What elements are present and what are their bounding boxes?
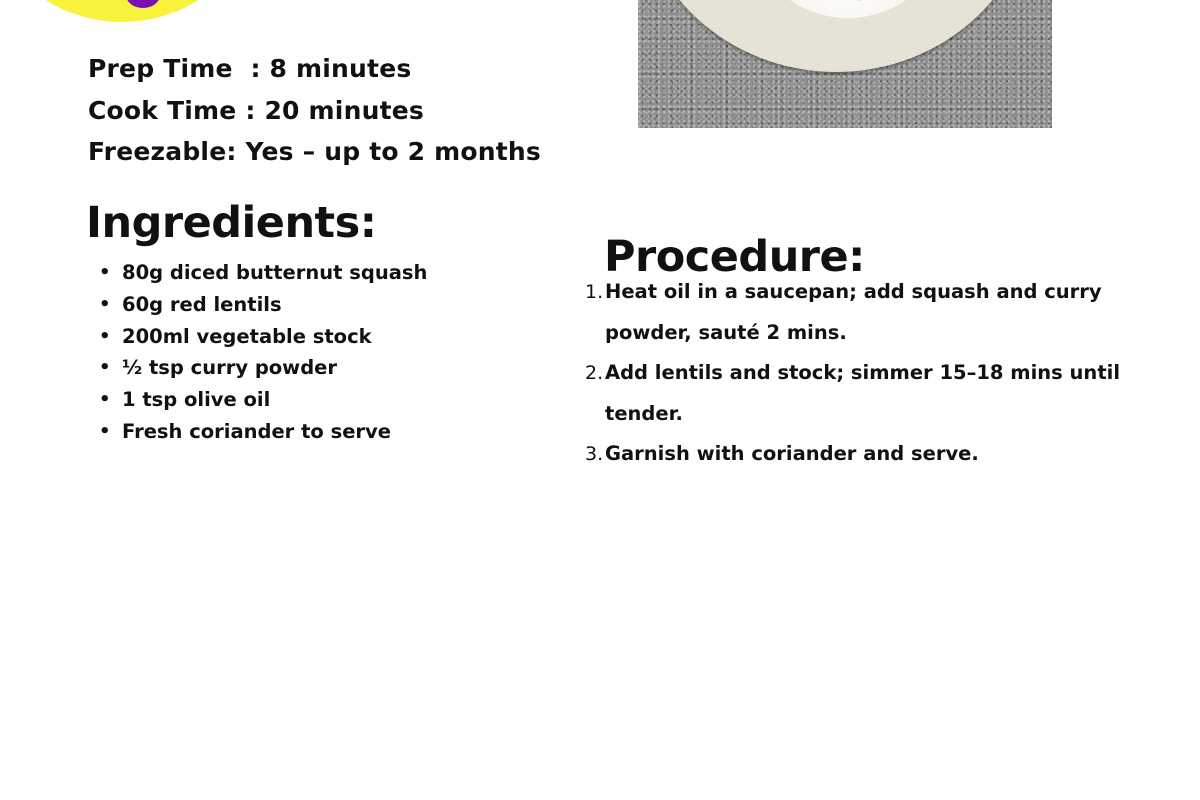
bullet-icon: • (99, 357, 111, 379)
ingredient-text: 80g diced butternut squash (122, 261, 428, 284)
ingredient-item (99, 416, 562, 448)
bullet-icon: • (99, 325, 111, 347)
dish-photo (638, 0, 1052, 128)
step-number: 3. (585, 443, 604, 465)
ingredient-item (99, 257, 562, 289)
ingredient-item (99, 321, 562, 353)
procedure-heading: Procedure: (604, 232, 865, 282)
step-number: 1. (585, 281, 604, 303)
procedure-list (585, 272, 1175, 475)
ingredient-item (99, 289, 562, 321)
cook-time: Cook Time : 20 minutes (88, 95, 424, 125)
procedure-step (585, 353, 1175, 434)
ingredients-heading: Ingredients: (86, 198, 377, 248)
freezable: Freezable: Yes – up to 2 months (88, 137, 541, 166)
ingredient-text: ½ tsp curry powder (122, 356, 337, 380)
bullet-icon: • (99, 293, 111, 315)
decorative-yellow-blob (0, 0, 252, 22)
ingredients-list (99, 257, 562, 448)
recipe-meta (88, 48, 568, 173)
ingredient-item (99, 352, 562, 384)
ingredient-text: 200ml vegetable stock (122, 324, 372, 348)
step-text: Garnish with coriander and serve. (605, 442, 979, 465)
step-text: Add lentils and stock; simmer 15–18 mins until tender. (605, 361, 1121, 425)
ingredient-text: Fresh coriander to serve (122, 419, 391, 443)
ingredient-text: 60g red lentils (122, 292, 282, 316)
bullet-icon: • (99, 389, 111, 411)
bullet-icon: • (99, 420, 111, 442)
step-number: 2. (585, 362, 604, 384)
step-text: Heat oil in a saucepan; add squash and curry powder, sauté 2 mins. (605, 280, 1102, 344)
procedure-step (585, 272, 1175, 353)
bullet-icon: • (99, 262, 111, 283)
prep-time: Prep Time : 8 minutes (88, 54, 412, 83)
ingredient-item (99, 384, 562, 416)
procedure-step (585, 434, 1175, 475)
ingredient-text: 1 tsp olive oil (122, 388, 271, 412)
